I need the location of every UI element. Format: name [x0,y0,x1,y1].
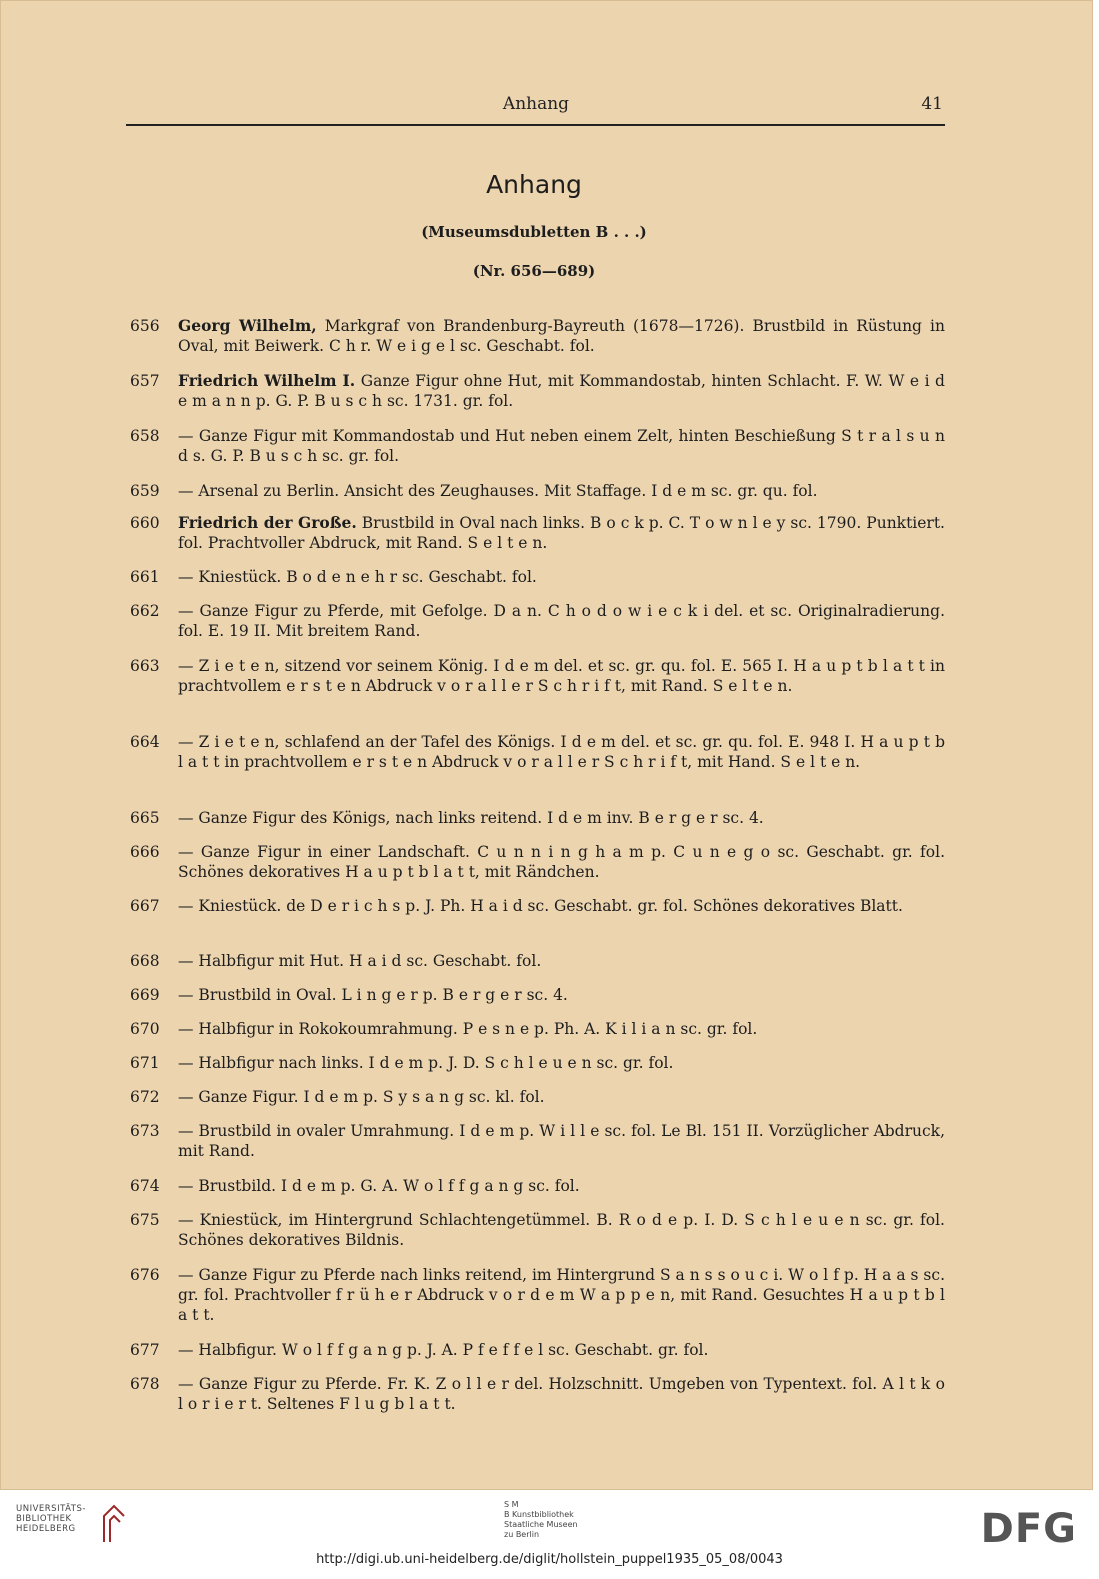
entry-number: 668 [130,952,160,970]
entry-number: 678 [130,1375,160,1393]
catalogue-entry [130,1087,945,1107]
catalogue-entry [130,567,945,587]
entry-number: 673 [130,1122,160,1140]
entry-text: — Halbfigur nach links. I d e m p. J. D. S c h l e u e n sc. gr. fol. [178,1054,674,1072]
catalogue-entry [130,1019,945,1039]
entry-number: 667 [130,897,160,915]
catalogue-entry [130,732,945,772]
catalogue-entry [130,1340,945,1360]
entry-name: Friedrich Wilhelm I. [178,371,356,390]
running-header [127,94,945,120]
entry-text: — Ganze Figur des Königs, nach links reitend. I d e m inv. B e r g e r sc. 4. [178,809,764,827]
entry-text: — Ganze Figur zu Pferde, mit Gefolge. D a n. C h o d o w i e c k i del. et sc. Originalradierung. fol. E. 19 II. Mit breitem Rand. [178,602,945,640]
library-line: UNIVERSITÄTS- [16,1504,86,1514]
entry-number: 662 [130,602,160,620]
library-emblem-icon [100,1502,128,1544]
entry-number: 672 [130,1088,160,1106]
entry-text: — Z i e t e n, sitzend vor seinem König. I d e m del. et sc. gr. qu. fol. E. 565 I. H a u p t b l a t t in prachtvollem e r s t e n Abdruck v o r a l l e r S c h r i f t, mit Rand. S e l t e n. [178,657,945,695]
entry-number: 665 [130,809,160,827]
source-url[interactable]: http://digi.ub.uni-heidelberg.de/diglit/hollstein_puppel1935_05_08/0043 [316,1552,783,1567]
catalogue-entry [130,1053,945,1073]
entry-number: 663 [130,657,160,675]
catalogue-entry [130,842,945,882]
entry-number: 677 [130,1341,160,1359]
entry-text: — Ganze Figur zu Pferde. Fr. K. Z o l l e r del. Holzschnitt. Umgeben von Typentext. fol. A l t k o l o r i e r t. Seltenes F l u g b l a t t. [178,1375,945,1413]
catalogue-entry [130,371,945,411]
catalogue-entry [130,1121,945,1161]
stamp-line: zu Berlin [504,1530,540,1539]
entry-number: 660 [130,514,160,532]
catalogue-entry [130,808,945,828]
entry-number: 669 [130,986,160,1004]
entry-text: — Arsenal zu Berlin. Ansicht des Zeughauses. Mit Staffage. I d e m sc. gr. qu. fol. [178,482,818,500]
catalogue-entry [130,1374,945,1414]
entry-text: — Ganze Figur in einer Landschaft. C u n n i n g h a m p. C u n e g o sc. Geschabt. gr. fol. Schönes dekoratives H a u p t b l a t t, mit Rändchen. [178,843,945,881]
catalogue-entry [130,985,945,1005]
entry-number: 675 [130,1211,160,1229]
entry-name: Georg Wilhelm, [178,316,317,335]
entry-text: Markgraf von Brandenburg-Bayreuth (1678—1726). Brustbild in Rüstung in Oval, mit Beiwerk. C h r. W e i g e l sc. Geschabt. fol. [178,317,945,355]
catalogue-entry [130,316,945,356]
page-number: 41 [921,94,943,114]
catalogue-entry [130,656,945,696]
entry-number: 657 [130,372,160,390]
entry-text: — Ganze Figur zu Pferde nach links reitend, im Hintergrund S a n s s o u c i. W o l f p. H a a s sc. gr. fol. Prachtvoller f r ü h e r Abdruck v o r d e m W a p p e n, mit Rand. Gesuchtes H a u p t b l a t t. [178,1266,945,1324]
running-header-title: Anhang [502,94,570,114]
entry-number: 658 [130,427,160,445]
entry-text: — Halbfigur in Rokokoumrahmung. P e s n e p. Ph. A. K i l i a n sc. gr. fol. [178,1020,758,1038]
entry-number: 676 [130,1266,160,1284]
museum-stamp [504,1500,578,1540]
entry-number: 666 [130,843,160,861]
entry-number: 656 [130,317,160,335]
library-line: BIBLIOTHEK [16,1514,72,1524]
entry-text: — Kniestück. B o d e n e h r sc. Geschabt. fol. [178,568,537,586]
entry-text: — Brustbild in Oval. L i n g e r p. B e r g e r sc. 4. [178,986,568,1004]
catalogue-entry [130,951,945,971]
entry-text: — Ganze Figur mit Kommandostab und Hut neben einem Zelt, hinten Beschießung S t r a l s u n d s. G. P. B u s c h sc. gr. fol. [178,427,945,465]
entry-text: — Brustbild. I d e m p. G. A. W o l f f g a n g sc. fol. [178,1177,580,1195]
entry-number: 659 [130,482,160,500]
catalogue-entry [130,896,945,916]
stamp-line: Staatliche Museen [504,1520,578,1529]
catalogue-entry [130,513,945,553]
entry-text: — Halbfigur. W o l f f g a n g p. J. A. P f e f f e l sc. Geschabt. gr. fol. [178,1341,709,1359]
entry-number: 671 [130,1054,160,1072]
catalogue-entry [130,1210,945,1250]
header-rule [126,124,945,126]
subtitle-museum-duplicates: (Museumsdubletten B . . .) [421,223,647,241]
catalogue-entry [130,1265,945,1325]
library-logo-text [16,1504,86,1534]
entry-text: — Kniestück, im Hintergrund Schlachtengetümmel. B. R o d e p. I. D. S c h l e u e n sc. gr. fol. Schönes dekoratives Bildnis. [178,1211,945,1249]
entry-number: 661 [130,568,160,586]
catalogue-entry [130,1176,945,1196]
entry-name: Friedrich der Große. [178,513,357,532]
subtitle-number-range: (Nr. 656—689) [472,262,596,280]
entry-text: — Z i e t e n, schlafend an der Tafel des Königs. I d e m del. et sc. gr. qu. fol. E. 948 I. H a u p t b l a t t in prachtvollem e r s t e n Abdruck v o r a l l e r S c h r i f t, mit Hand. S e l t e n. [178,733,945,771]
section-title: Anhang [486,170,582,199]
stamp-line: B Kunstbibliothek [504,1510,574,1519]
entry-text: Ganze Figur ohne Hut, mit Kommandostab, hinten Schlacht. F. W. W e i d e m a n n p. G. P. B u s c h sc. 1731. gr. fol. [178,372,945,410]
entry-text: — Kniestück. de D e r i c h s p. J. Ph. H a i d sc. Geschabt. gr. fol. Schönes dekoratives Blatt. [178,897,903,915]
catalogue-entry [130,601,945,641]
entry-text: Brustbild in Oval nach links. B o c k p. C. T o w n l e y sc. 1790. Punktiert. fol. Prachtvoller Abdruck, mit Rand. S e l t e n. [178,514,945,552]
entry-number: 674 [130,1177,160,1195]
entry-number: 664 [130,733,160,751]
entry-text: — Halbfigur mit Hut. H a i d sc. Geschabt. fol. [178,952,542,970]
entry-text: — Brustbild in ovaler Umrahmung. I d e m p. W i l l e sc. fol. Le Bl. 151 II. Vorzüglicher Abdruck, mit Rand. [178,1122,945,1160]
library-line: HEIDELBERG [16,1524,76,1534]
entry-text: — Ganze Figur. I d e m p. S y s a n g sc. kl. fol. [178,1088,545,1106]
stamp-line: S M [504,1500,519,1509]
entry-number: 670 [130,1020,160,1038]
catalogue-entry [130,481,945,501]
dfg-logo: DFG [980,1506,1077,1552]
catalogue-entry [130,426,945,466]
